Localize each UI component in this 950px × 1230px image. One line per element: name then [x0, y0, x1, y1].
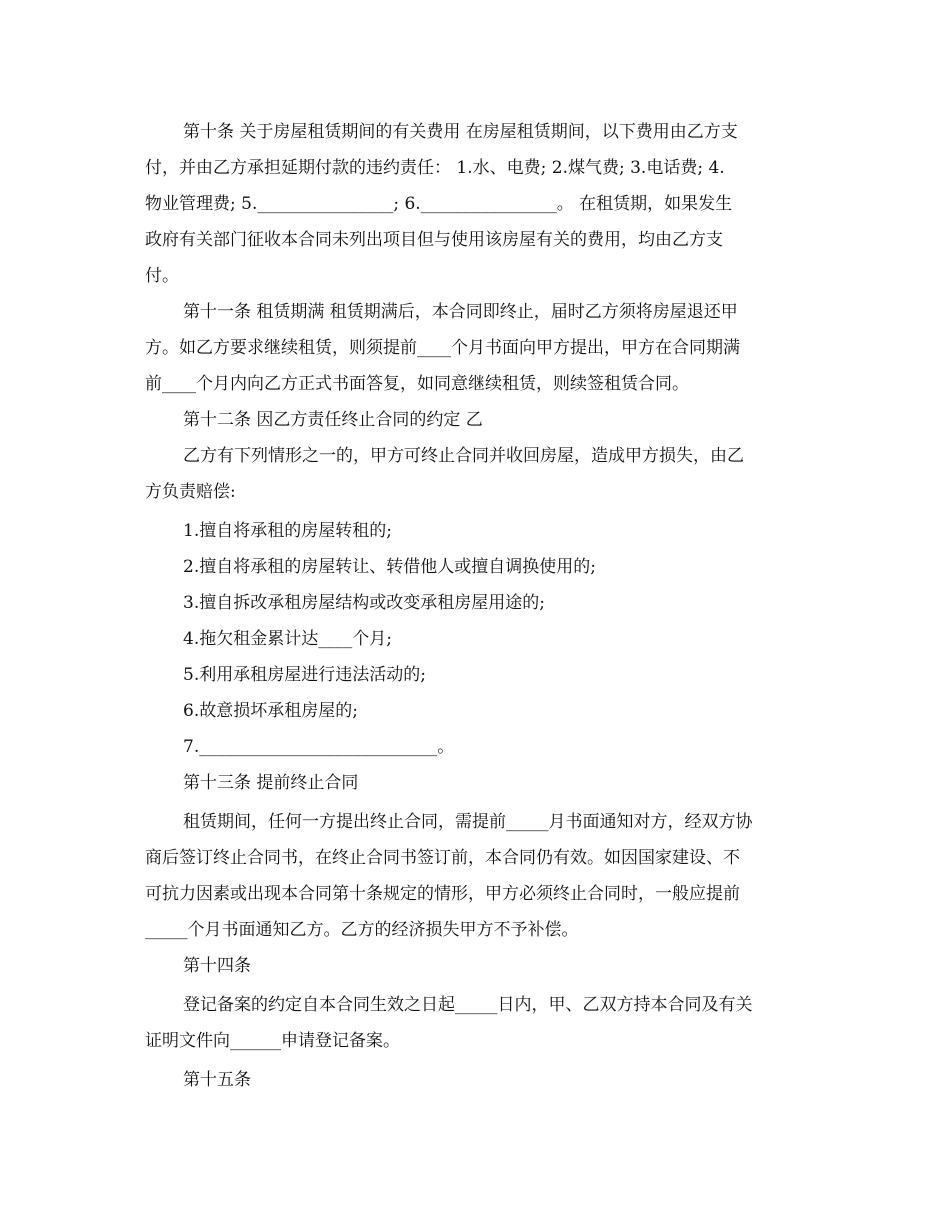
text-line: 物业管理费; 5.________________; 6.________________。 在租赁期，如果发生 — [145, 194, 733, 214]
text-line: 第十五条 — [183, 1070, 251, 1090]
list-item: 4.拖欠租金累计达____个月; — [183, 629, 392, 649]
text-line: 政府有关部门征收本合同未列出项目但与使用该房屋有关的费用，均由乙方支 — [145, 230, 723, 250]
list-item: 6.故意损坏承租房屋的; — [183, 701, 358, 721]
text-line: 付。 — [145, 266, 179, 286]
list-item: 2.擅自将承租的房屋转让、转借他人或擅自调换使用的; — [183, 557, 596, 577]
text-line: 付，并由乙方承担延期付款的违约责任： 1.水、电费; 2.煤气费; 3.电话费; 4. — [145, 158, 725, 178]
text-line: 前____个月内向乙方正式书面答复，如同意继续租赁，则续签租赁合同。 — [145, 374, 689, 394]
text-line: 方负责赔偿: — [145, 482, 236, 502]
text-line: 第十条 关于房屋租赁期间的有关费用 在房屋租赁期间，以下费用由乙方支 — [183, 122, 738, 142]
list-item: 1.擅自将承租的房屋转租的; — [183, 521, 392, 541]
text-line: 方。如乙方要求继续租赁，则须提前____个月书面向甲方提出，甲方在合同期满 — [145, 338, 740, 358]
text-line: 证明文件向______申请登记备案。 — [145, 1031, 400, 1051]
text-line: 第十一条 租赁期满 租赁期满后，本合同即终止，届时乙方须将房屋退还甲 — [183, 302, 738, 322]
list-item: 5.利用承租房屋进行违法活动的; — [183, 665, 426, 685]
text-line: 第十三条 提前终止合同 — [183, 773, 359, 793]
text-line: 乙方有下列情形之一的，甲方可终止合同并收回房屋，造成甲方损失，由乙 — [183, 446, 744, 466]
text-line: 第十二条 因乙方责任终止合同的约定 乙 — [183, 410, 483, 430]
text-line: _____个月书面通知乙方。乙方的经济损失甲方不予补偿。 — [145, 920, 579, 940]
text-line: 第十四条 — [183, 956, 251, 976]
text-line: 商后签订终止合同书，在终止合同书签订前，本合同仍有效。如因国家建设、不 — [145, 848, 740, 868]
list-item: 7.____________________________。 — [183, 737, 455, 757]
list-item: 3.擅自拆改承租房屋结构或改变承租房屋用途的; — [183, 593, 545, 613]
text-line: 可抗力因素或出现本合同第十条规定的情形，甲方必须终止合同时，一般应提前 — [145, 884, 740, 904]
text-line: 租赁期间，任何一方提出终止合同，需提前_____月书面通知对方，经双方协 — [183, 812, 753, 832]
text-line: 登记备案的约定自本合同生效之日起_____日内，甲、乙双方持本合同及有关 — [183, 995, 753, 1015]
